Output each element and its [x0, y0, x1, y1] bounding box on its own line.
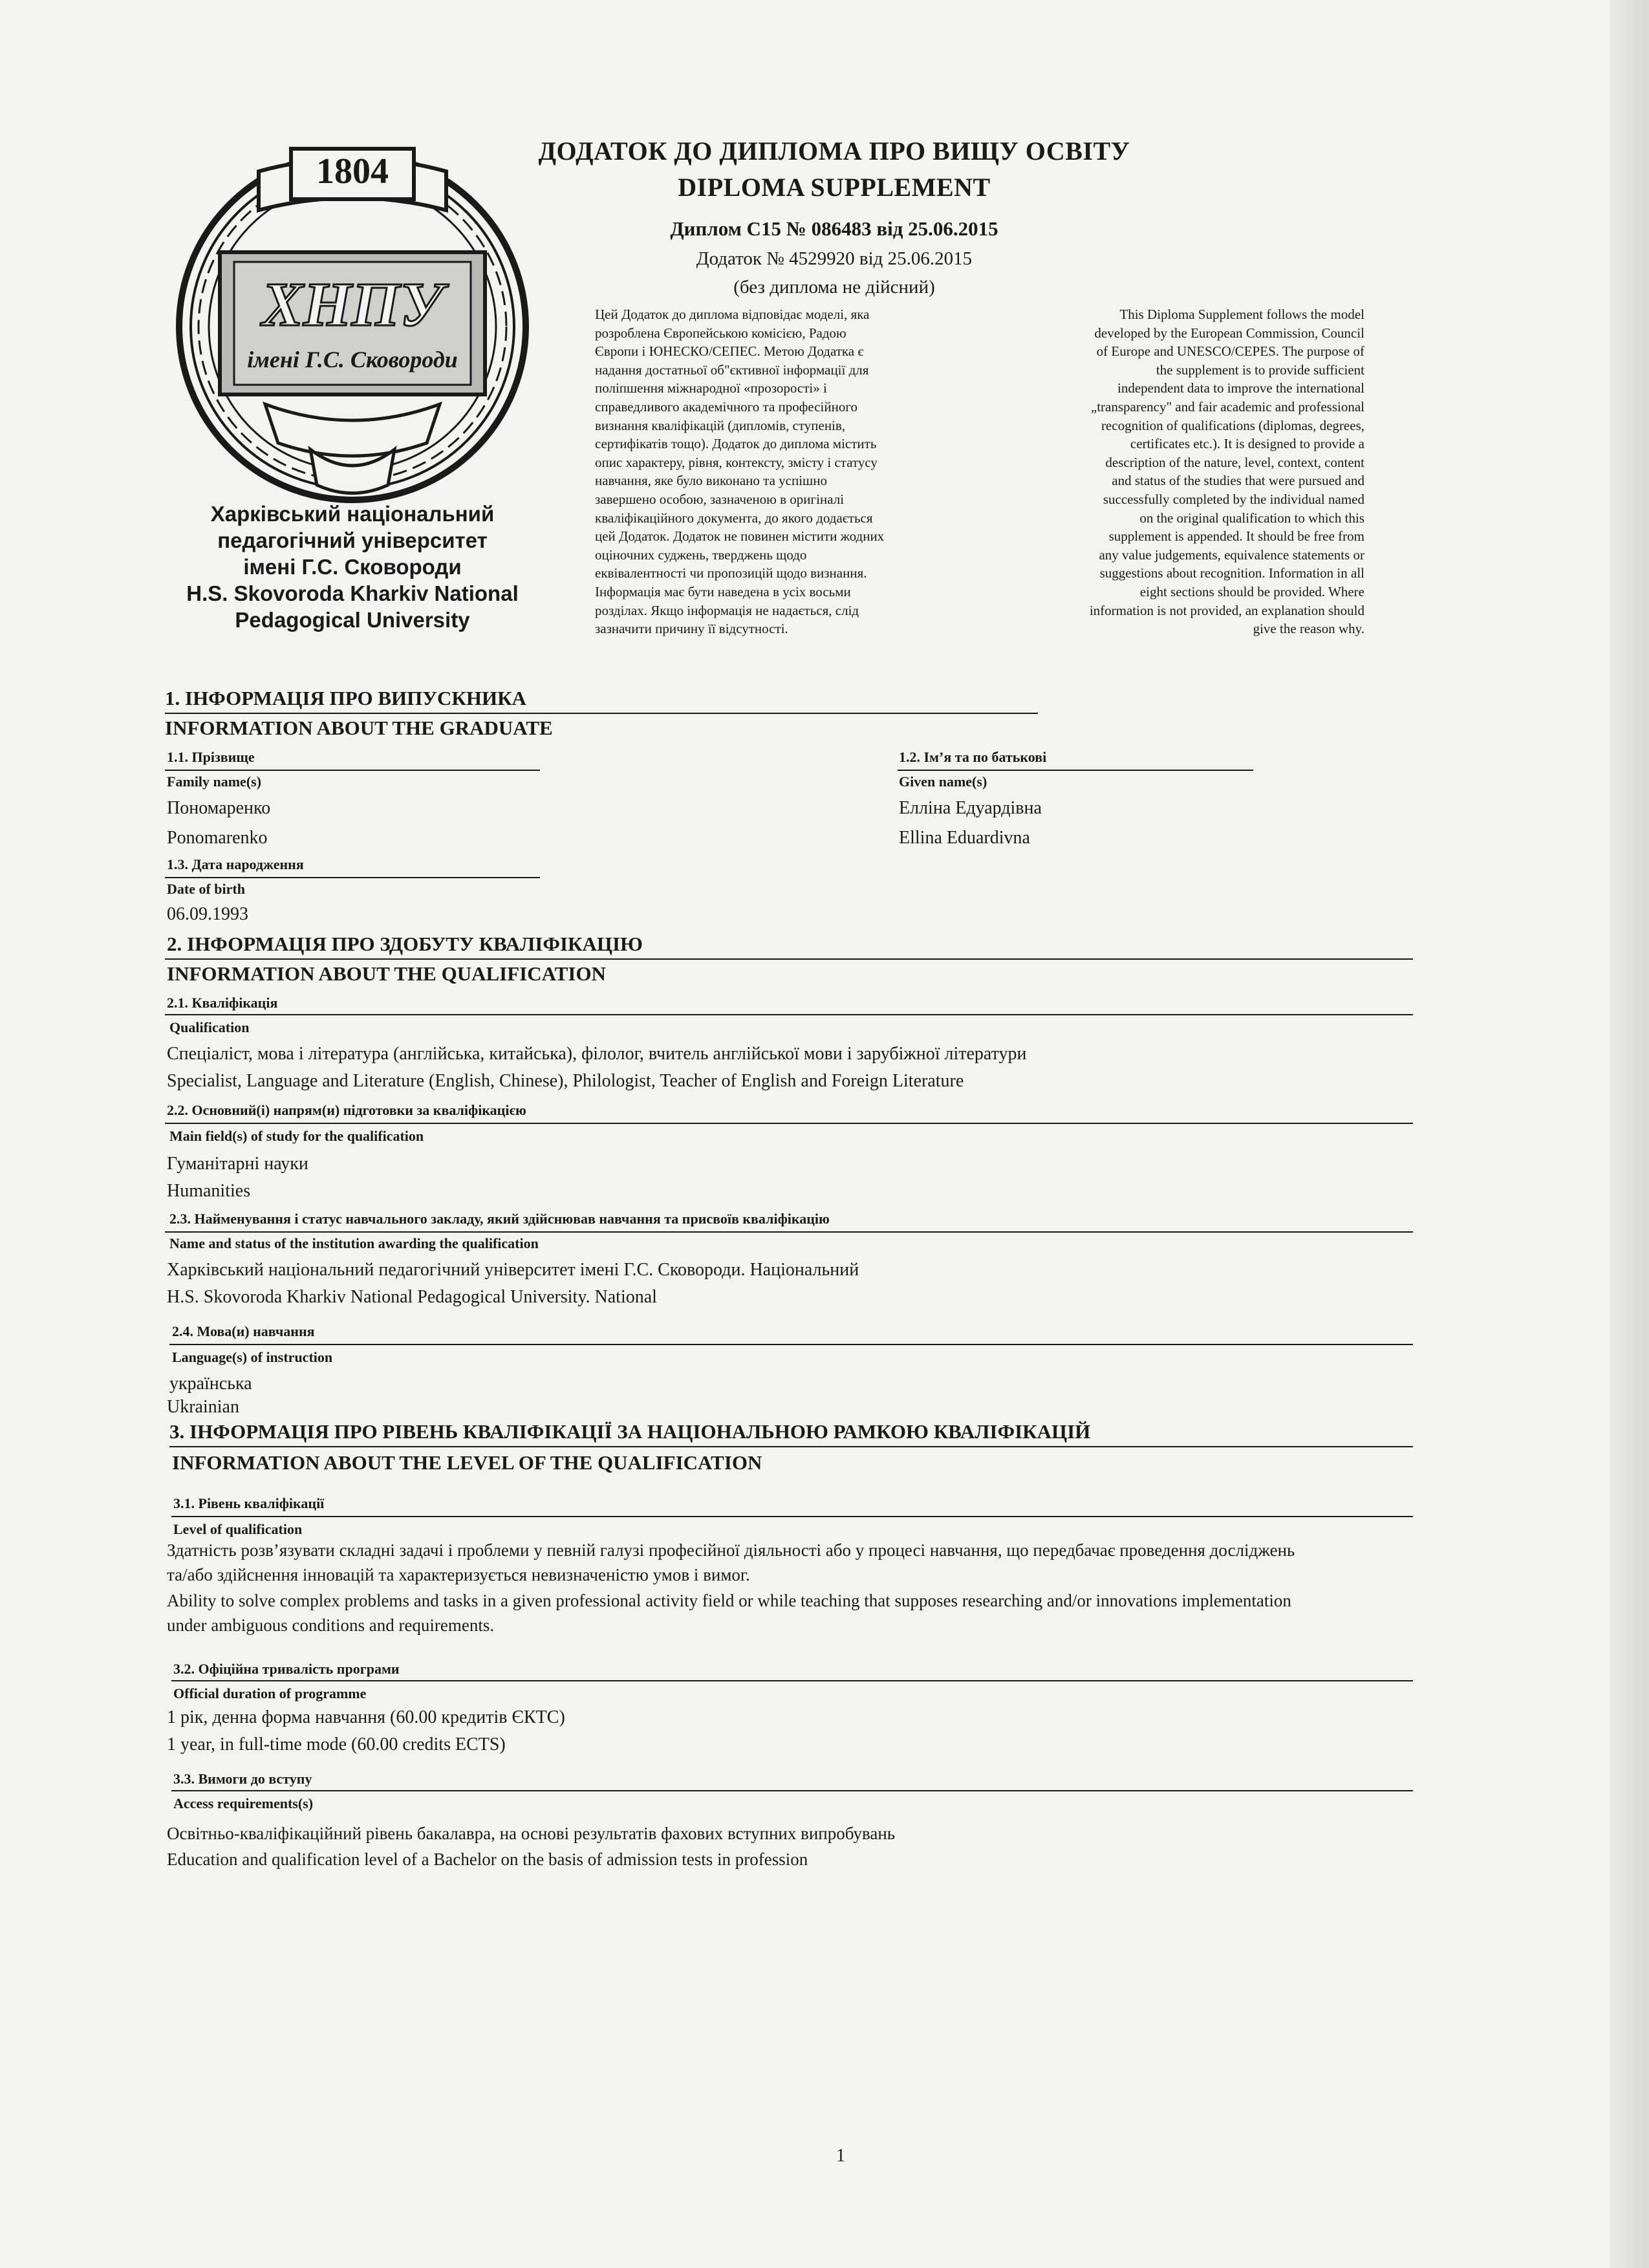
qualification-label-en: Qualification	[169, 1019, 250, 1035]
institution-en: H.S. Skovoroda Kharkiv National Pedagogical University. National	[167, 1287, 657, 1307]
intro-line: independent data to improve the international	[1117, 380, 1364, 396]
divider	[171, 1516, 1413, 1517]
intro-line: цей Додаток. Додаток не повинен містити жодних	[595, 528, 885, 545]
qualification-en: Specialist, Language and Literature (English, Chinese), Philologist, Teacher of English and Foreign Literature	[167, 1071, 964, 1091]
intro-line: Інформація має бути наведена в усіх восьми	[595, 583, 851, 599]
dob-label-en: Date of birth	[167, 881, 245, 897]
intro-line: визнання кваліфікацій (дипломів, ступенів,	[595, 417, 846, 433]
field-label-en: Main field(s) of study for the qualification	[169, 1128, 424, 1144]
divider	[165, 1123, 1413, 1124]
qualification-ua: Спеціаліст, мова і література (англійська, китайська), філолог, вчитель англійської мови і зарубіжної літератури	[167, 1044, 1027, 1064]
intro-line: supplement is appended. It should be free from	[1108, 528, 1364, 545]
divider	[165, 958, 1413, 960]
institution-ua: Харківський національний педагогічний університет імені Г.С. Сковороди. Національний	[167, 1260, 859, 1280]
level-text-ua-line2: та/або здійснення інновацій та характеризується невизначеністю умов і вимог.	[167, 1565, 750, 1584]
duration-ua: 1 рік, денна форма навчання (60.00 кредитів ЄКТС)	[167, 1707, 565, 1727]
supplement-number: Додаток № 4529920 від 25.06.2015	[696, 248, 973, 269]
given-name-label-en: Given name(s)	[899, 773, 987, 790]
intro-line: information is not provided, an explanation should	[1089, 602, 1364, 618]
intro-line: сертифікатів тощо). Додаток до диплома містить	[595, 436, 877, 452]
university-name-line: Pedagogical University	[235, 608, 470, 632]
intro-line: надання достатньої об"єктивної інформації для	[595, 362, 869, 378]
duration-en: 1 year, in full-time mode (60.00 credits ECTS)	[167, 1734, 506, 1755]
institution-label-en: Name and status of the institution awarding the qualification	[169, 1235, 539, 1251]
intro-line: еквівалентності чи пропозицій щодо визнання.	[595, 565, 867, 581]
family-name-label-en: Family name(s)	[167, 773, 262, 790]
divider	[165, 770, 540, 771]
language-label-en: Language(s) of instruction	[172, 1349, 333, 1365]
intro-line: завершено особою, зазначеною в оригіналі	[595, 491, 845, 507]
university-seal-icon	[162, 133, 543, 514]
given-name-ua: Елліна Едуардівна	[899, 798, 1042, 818]
intro-line: on the original qualification to which this	[1139, 510, 1364, 526]
level-label-en: Level of qualification	[173, 1521, 303, 1537]
divider	[165, 713, 1038, 714]
qualification-label-ua: 2.1. Кваліфікація	[167, 995, 278, 1011]
intro-line: of Europe and UNESCO/CEPES. The purpose of	[1096, 343, 1364, 360]
intro-line: recognition of qualifications (diplomas, degrees,	[1101, 417, 1364, 433]
family-name-en: Ponomarenko	[167, 828, 268, 848]
intro-line: suggestions about recognition. Information in all	[1099, 565, 1364, 581]
date-of-birth: 06.09.1993	[167, 904, 248, 924]
seal-year: 1804	[316, 151, 389, 191]
intro-line: any value judgements, equivalence statements or	[1099, 546, 1364, 563]
section3-title-en: INFORMATION ABOUT THE LEVEL OF THE QUALIFICATION	[172, 1451, 762, 1474]
level-text-ua-line1: Здатність розв’язувати складні задачі і проблеми у певній галузі професійної діяльності або у процесі навчання, що передбачає проведення досліджень	[167, 1540, 1295, 1560]
divider	[169, 1344, 1413, 1345]
intro-line: certificates etc.). It is designed to provide a	[1130, 436, 1364, 452]
field-label-ua: 2.2. Основний(і) напрям(и) підготовки за кваліфікацією	[167, 1102, 526, 1118]
university-name-line: імені Г.С. Сковороди	[243, 555, 462, 579]
intro-line: кваліфікаційного документа, до якого додається	[595, 510, 873, 526]
intro-line: and status of the studies that were pursued and	[1112, 473, 1364, 489]
access-ua: Освітньо-кваліфікаційний рівень бакалавра, на основі результатів фахових вступних випробувань	[167, 1824, 896, 1843]
divider	[169, 1446, 1413, 1447]
level-text-en-line1: Ability to solve complex problems and tasks in a given professional activity field or while teaching that supposes researching and/or innovations implementation	[167, 1591, 1291, 1610]
intro-line: розроблена Європейською комісією, Радою	[595, 325, 846, 341]
document-title-en: DIPLOMA SUPPLEMENT	[678, 173, 991, 202]
section2-title-en: INFORMATION ABOUT THE QUALIFICATION	[167, 962, 606, 985]
field-ua: Гуманітарні науки	[167, 1154, 308, 1174]
intro-line: successfully completed by the individual named	[1103, 491, 1364, 507]
divider	[171, 1680, 1413, 1681]
language-label-ua: 2.4. Мова(и) навчання	[172, 1323, 315, 1339]
field-en: Humanities	[167, 1181, 251, 1201]
intro-line: зазначити причину її відсутності.	[595, 621, 788, 637]
dob-label-ua: 1.3. Дата народження	[167, 856, 304, 872]
level-text-en-line2: under ambiguous conditions and requirements.	[167, 1615, 495, 1635]
access-label-ua: 3.3. Вимоги до вступу	[173, 1771, 312, 1787]
section1-title-en: INFORMATION ABOUT THE GRADUATE	[165, 717, 553, 739]
intro-line: Європи і ЮНЕСКО/СЕПЕС. Метою Додатка є	[595, 343, 864, 360]
duration-label-en: Official duration of programme	[173, 1685, 367, 1701]
seal-subtitle: імені Г.С. Сковороди	[247, 347, 458, 373]
university-name-line: педагогічний університет	[217, 528, 488, 552]
section2-title-ua: 2. ІНФОРМАЦІЯ ПРО ЗДОБУТУ КВАЛІФІКАЦІЮ	[167, 933, 643, 955]
university-name	[149, 501, 556, 633]
intro-text-ua	[595, 305, 976, 638]
family-name-ua: Пономаренко	[167, 798, 271, 818]
page-edge-shadow	[1610, 0, 1649, 2268]
validity-note: (без диплома не дійсний)	[733, 277, 935, 297]
intro-text-en	[989, 305, 1364, 638]
language-en: Ukrainian	[167, 1397, 239, 1417]
language-ua: українська	[169, 1374, 252, 1394]
intro-line: description of the nature, level, context, content	[1105, 454, 1364, 470]
university-name-line: H.S. Skovoroda Kharkiv National	[186, 581, 519, 605]
intro-line: the supplement is to provide sufficient	[1156, 362, 1364, 378]
seal-abbreviation: ХНПУ	[261, 270, 444, 339]
intro-line: навчання, яке було виконано та успішно	[595, 473, 827, 489]
diploma-number: Диплом С15 № 086483 від 25.06.2015	[670, 217, 998, 240]
given-name-en: Ellina Eduardivna	[899, 828, 1030, 848]
institution-label-ua: 2.3. Найменування і статус навчального закладу, який здійснював навчання та присвоїв кваліфікацію	[169, 1211, 830, 1227]
intro-line: This Diploma Supplement follows the model	[1119, 307, 1364, 322]
university-name-line: Харківський національний	[210, 502, 495, 526]
intro-line: give the reason why.	[1253, 621, 1364, 637]
page-number: 1	[836, 2146, 845, 2166]
intro-line: справедливого академічного та професійного	[595, 398, 857, 415]
divider	[898, 770, 1253, 771]
divider	[165, 1231, 1413, 1233]
intro-line: eight sections should be provided. Where	[1139, 583, 1364, 599]
access-en: Education and qualification level of a Bachelor on the basis of admission tests in profession	[167, 1850, 808, 1869]
intro-line: Цей Додаток до диплома відповідає моделі, яка	[595, 307, 870, 322]
section3-title-ua: 3. ІНФОРМАЦІЯ ПРО РІВЕНЬ КВАЛІФІКАЦІЇ ЗА НАЦІОНАЛЬНОЮ РАМКОЮ КВАЛІФІКАЦІЙ	[169, 1420, 1091, 1443]
intro-line: опис характеру, рівня, контексту, змісту і статусу	[595, 454, 878, 470]
level-label-ua: 3.1. Рівень кваліфікації	[173, 1495, 325, 1511]
intro-line: розділах. Якщо інформація не надається, слід	[595, 602, 859, 618]
divider	[165, 877, 540, 878]
document-title-ua: ДОДАТОК ДО ДИПЛОМА ПРО ВИЩУ ОСВІТУ	[538, 136, 1130, 166]
intro-line: поліпшення міжнародної «прозорості» і	[595, 380, 827, 396]
intro-line: „transparency" and fair academic and professional	[1090, 398, 1364, 415]
section1-title-ua: 1. ІНФОРМАЦІЯ ПРО ВИПУСКНИКА	[165, 687, 526, 709]
divider	[165, 1014, 1413, 1015]
given-name-label-ua: 1.2. Ім’я та по батькові	[899, 749, 1047, 765]
intro-line: developed by the European Commission, Council	[1094, 325, 1364, 341]
intro-line: оціночних суджень, тверджень щодо	[595, 546, 807, 563]
family-name-label-ua: 1.1. Прізвище	[167, 749, 255, 765]
divider	[171, 1790, 1413, 1791]
access-label-en: Access requirements(s)	[173, 1795, 314, 1811]
duration-label-ua: 3.2. Офіційна тривалість програми	[173, 1661, 400, 1677]
